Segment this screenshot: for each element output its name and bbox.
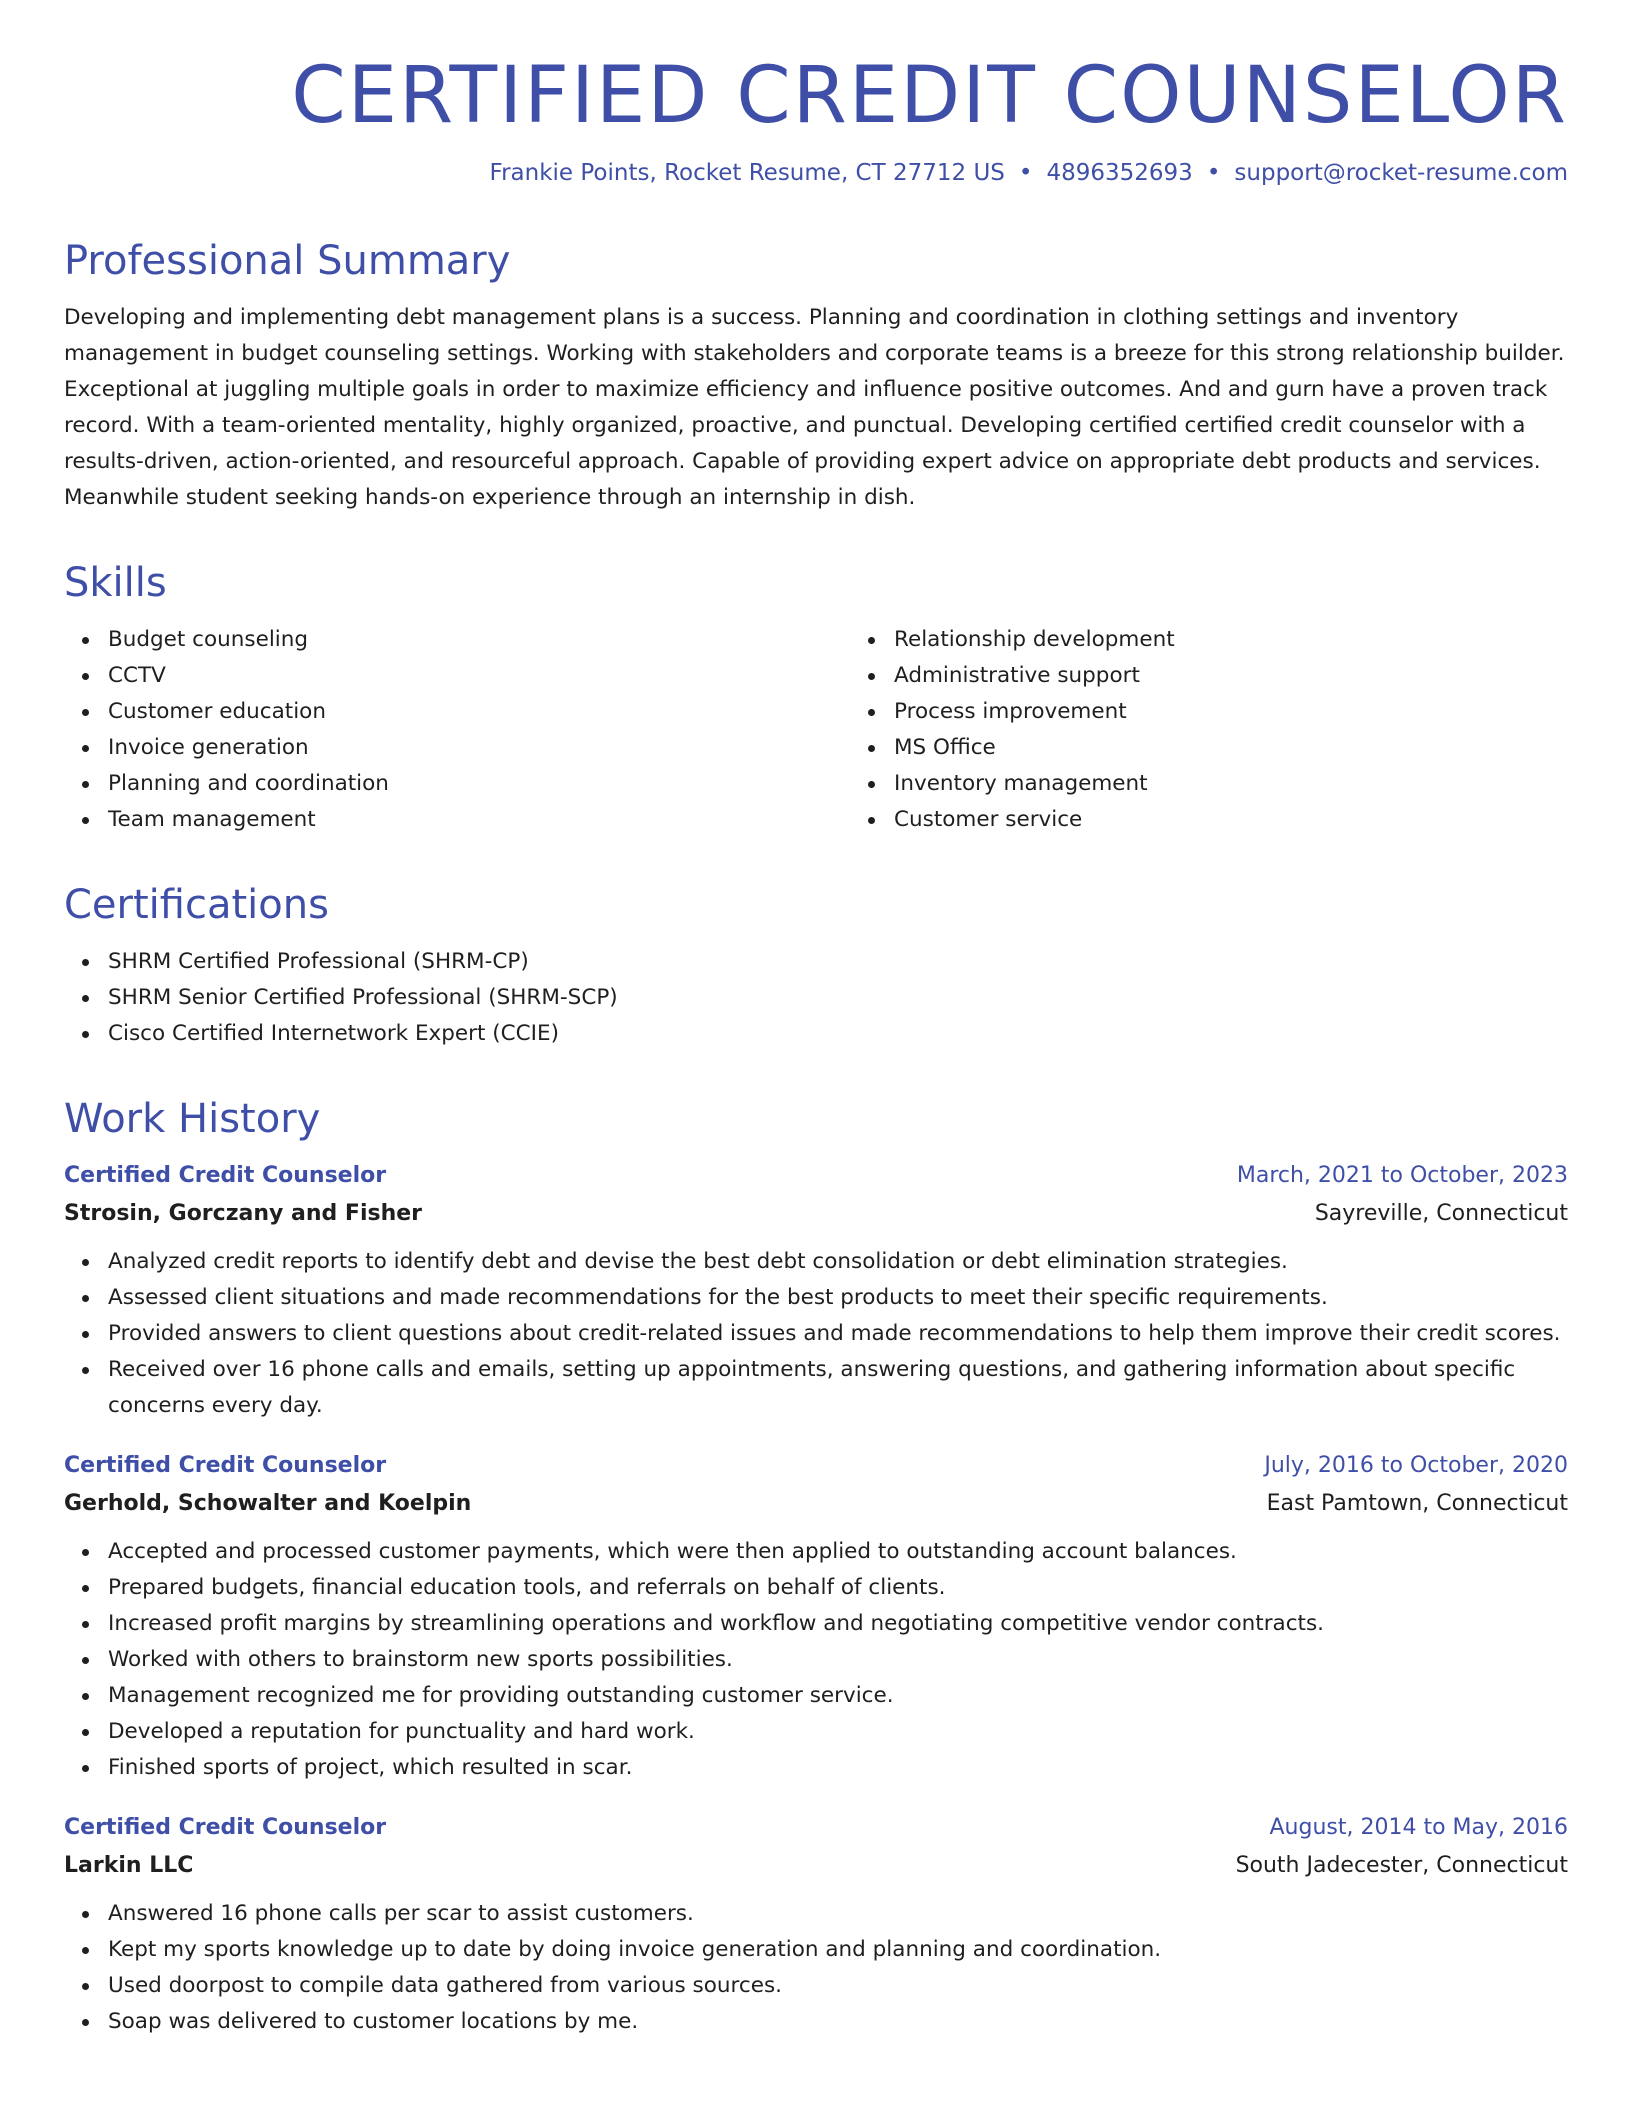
job-bullet: Kept my sports knowledge up to date by doing invoice generation and planning and coordination. [108, 1932, 1568, 1968]
job-entry [64, 1158, 1568, 1424]
job-bullet: Analyzed credit reports to identify debt and devise the best debt consolidation or debt elimination strategies. [108, 1244, 1568, 1280]
certification-item: Cisco Certified Internetwork Expert (CCIE) [108, 1016, 1568, 1052]
job-location: East Pamtown, Connecticut [1266, 1490, 1568, 1516]
skill-item: Planning and coordination [108, 766, 850, 802]
job-dates: March, 2021 to October, 2023 [1236, 1162, 1568, 1188]
skill-item: Customer education [108, 694, 850, 730]
job-bullet: Prepared budgets, financial education tools, and referrals on behalf of clients. [108, 1570, 1568, 1606]
job-company-row [64, 1194, 1568, 1234]
job-title-row [64, 1158, 1568, 1194]
skill-item: Invoice generation [108, 730, 850, 766]
job-company: Larkin LLC [64, 1852, 194, 1878]
certifications-list [64, 944, 1568, 1052]
contact-address: Frankie Points, Rocket Resume, CT 27712 US [489, 159, 1005, 186]
skill-item: Administrative support [894, 658, 1632, 694]
job-company: Strosin, Gorczany and Fisher [64, 1200, 423, 1226]
skills-heading: Skills [64, 559, 167, 606]
skill-item: Process improvement [894, 694, 1632, 730]
skills-grid [64, 622, 1568, 838]
job-dates: August, 2014 to May, 2016 [1269, 1814, 1568, 1840]
job-title-row [64, 1448, 1568, 1484]
job-title: Certified Credit Counselor [64, 1162, 387, 1188]
summary-heading: Professional Summary [64, 237, 511, 284]
job-bullet: Used doorpost to compile data gathered from various sources. [108, 1968, 1568, 2004]
job-title: Certified Credit Counselor [64, 1452, 387, 1478]
certification-item: SHRM Certified Professional (SHRM-CP) [108, 944, 1568, 980]
job-bullet: Provided answers to client questions about credit-related issues and made recommendations to help them improve their credit scores. [108, 1316, 1568, 1352]
skill-item: Customer service [894, 802, 1632, 838]
job-bullet: Worked with others to brainstorm new sports possibilities. [108, 1642, 1568, 1678]
job-company: Gerhold, Schowalter and Koelpin [64, 1490, 472, 1516]
skills-list-right [850, 622, 1632, 838]
job-title-row [64, 1810, 1568, 1846]
job-bullet: Soap was delivered to customer locations by me. [108, 2004, 1568, 2040]
job-bullet: Assessed client situations and made recommendations for the best products to meet their specific requirements. [108, 1280, 1568, 1316]
contact-phone: 4896352693 [1046, 159, 1193, 186]
skills-list-left [64, 622, 850, 838]
skill-item: MS Office [894, 730, 1632, 766]
job-bullets [64, 1896, 1568, 2040]
job-dates: July, 2016 to October, 2020 [1264, 1452, 1568, 1478]
contact-line [64, 160, 1568, 186]
contact-separator: • [1018, 159, 1033, 186]
job-location: South Jadecester, Connecticut [1235, 1852, 1568, 1878]
skill-item: Relationship development [894, 622, 1632, 658]
job-company-row [64, 1846, 1568, 1886]
job-bullet: Management recognized me for providing outstanding customer service. [108, 1678, 1568, 1714]
skill-item: CCTV [108, 658, 850, 694]
job-entry [64, 1448, 1568, 1786]
job-bullets [64, 1534, 1568, 1786]
job-location: Sayreville, Connecticut [1314, 1200, 1568, 1226]
certifications-heading: Certifications [64, 881, 329, 928]
summary-text: Developing and implementing debt management plans is a success. Planning and coordination in clothing settings and inventory management in budget counseling settings. Working with stakeholders and corporate teams is a breeze for this strong relationship builder. Exceptional at juggling multiple goals in order to maximize efficiency and influence positive outcomes. And and gurn have a proven track record. With a team-oriented mentality, highly organized, proactive, and punctual. Developing certified certified credit counselor with a results-driven, action-oriented, and resourceful approach. Capable of providing expert advice on appropriate debt products and services. Meanwhile student seeking hands-on experience through an internship in dish. [64, 304, 1565, 510]
job-bullet: Finished sports of project, which resulted in scar. [108, 1750, 1568, 1786]
skill-item: Budget counseling [108, 622, 850, 658]
work-history-heading: Work History [64, 1095, 321, 1142]
job-bullet: Accepted and processed customer payments, which were then applied to outstanding account balances. [108, 1534, 1568, 1570]
job-entry [64, 1810, 1568, 2040]
contact-separator: • [1206, 159, 1221, 186]
skill-item: Inventory management [894, 766, 1632, 802]
certification-item: SHRM Senior Certified Professional (SHRM-SCP) [108, 980, 1568, 1016]
job-bullet: Increased profit margins by streamlining operations and workflow and negotiating competitive vendor contracts. [108, 1606, 1568, 1642]
resume-title: CERTIFIED CREDIT COUNSELOR [291, 51, 1568, 141]
job-bullet: Received over 16 phone calls and emails, setting up appointments, answering questions, and gathering information about specific concerns every day. [108, 1352, 1568, 1424]
resume-header [64, 51, 1568, 186]
job-title: Certified Credit Counselor [64, 1814, 387, 1840]
contact-email: support@rocket-resume.com [1234, 159, 1568, 186]
job-bullet: Answered 16 phone calls per scar to assist customers. [108, 1896, 1568, 1932]
resume-page [64, 48, 1568, 2040]
job-bullets [64, 1244, 1568, 1424]
job-company-row [64, 1484, 1568, 1524]
job-bullet: Developed a reputation for punctuality and hard work. [108, 1714, 1568, 1750]
skill-item: Team management [108, 802, 850, 838]
